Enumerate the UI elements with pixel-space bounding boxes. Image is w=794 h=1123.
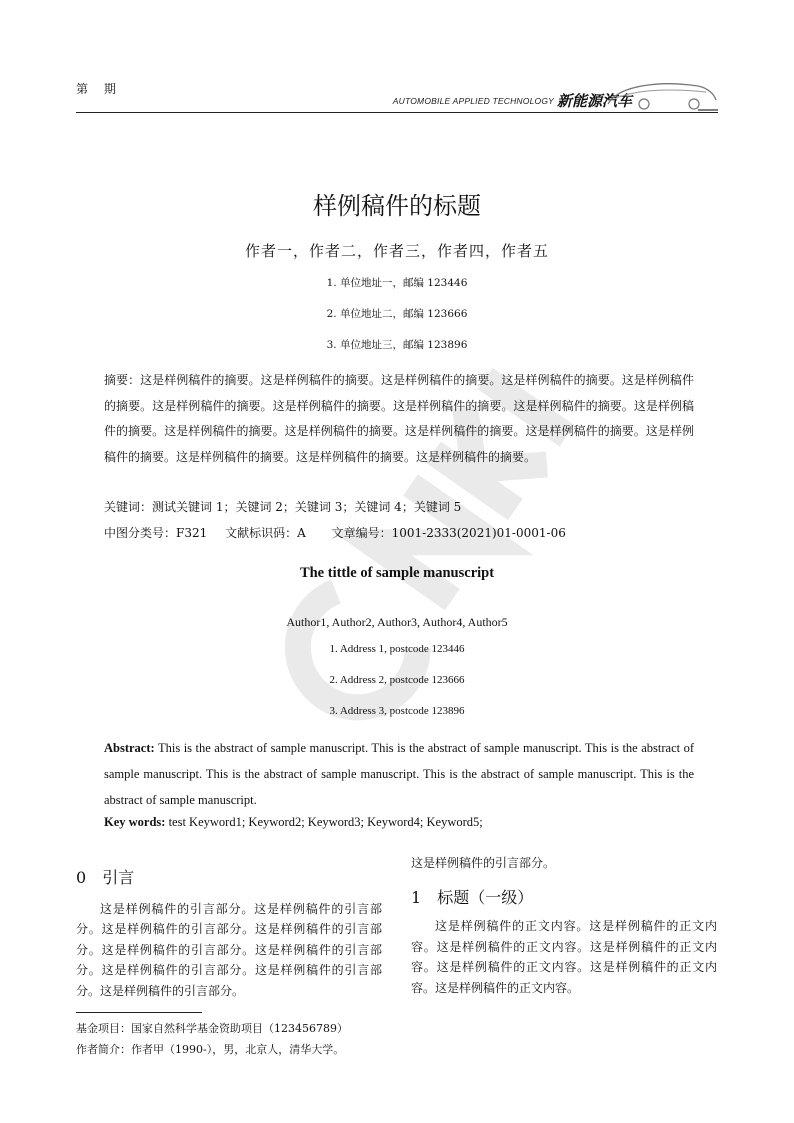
affiliation-2: 2. 单位地址二，邮编 123666: [326, 308, 468, 320]
affiliation-3: 3. 单位地址三，邮编 123896: [326, 339, 468, 351]
abstract-label: 摘要: [104, 373, 129, 387]
section-number: 0: [76, 868, 87, 887]
right-column: [411, 853, 717, 998]
english-affiliation-1: 1. Address 1, postcode 123446: [329, 643, 465, 655]
fund-text: 国家自然科学基金资助项目（123456789）: [131, 1022, 348, 1035]
bio-label: 作者简介：: [76, 1043, 131, 1056]
english-keywords-label: Key words:: [104, 815, 166, 829]
journal-chinese-name: 新能源汽车: [556, 92, 632, 110]
english-affiliation-3: 3. Address 3, postcode 123896: [329, 705, 465, 717]
affiliation-1: 1. 单位地址一，邮编 123446: [326, 277, 468, 289]
intro-continuation: 这是样例稿件的引言部分。: [411, 856, 556, 870]
car-outline-icon: [548, 76, 718, 112]
section-heading-1: [411, 888, 717, 909]
article-number-label: 文章编号：: [331, 526, 392, 540]
intro-paragraph: 这是样例稿件的引言部分。这是样例稿件的引言部分。这是样例稿件的引言部分。这是样例稿件的引言部分。这是样例稿件的引言部分。这是样例稿件的引言部分。这是样例稿件的引言部分。这是样例稿件的引言部分。这是样例稿件的引言部分。: [76, 901, 382, 998]
doc-code-value: A: [297, 526, 306, 540]
section-title: 引言: [102, 868, 135, 887]
abstract-text: 这是样例稿件的摘要。这是样例稿件的摘要。这是样例稿件的摘要。这是样例稿件的摘要。这是样例稿件的摘要。这是样例稿件的摘要。这是样例稿件的摘要。这是样例稿件的摘要。这是样例稿件的摘要。这是样例稿件的摘要。这是样例稿件的摘要。这是样例稿件的摘要。这是样例稿件的摘要。这是样例稿件的摘要。这是样例稿件的摘要。这是样例稿件的摘要。这是样例稿件的摘要。这是样例稿件的摘要。: [104, 373, 694, 464]
left-column: [76, 868, 382, 1001]
running-header: [76, 78, 718, 113]
issue-label: 第 期: [76, 82, 122, 96]
fund-label: 基金项目：: [76, 1022, 131, 1035]
clc-value: F321: [176, 526, 208, 540]
footnote-divider: [76, 1012, 202, 1013]
journal-english-name: AUTOMOBILE APPLIED TECHNOLOGY: [392, 96, 554, 106]
english-keywords-text: test Keyword1; Keyword2; Keyword3; Keyword4; Keyword5;: [168, 815, 483, 829]
doc-code-label: 文献标识码：: [225, 526, 298, 540]
author-list: 作者一，作者二，作者三，作者四，作者五: [244, 242, 549, 260]
section-heading-intro: [76, 868, 382, 889]
section-title: 标题（一级）: [437, 887, 534, 907]
abstract-en: [104, 735, 694, 813]
english-affiliation-2: 2. Address 2, postcode 123666: [329, 674, 465, 686]
bio-text: 作者甲（1990-），男，北京人，清华大学。: [131, 1043, 345, 1056]
footnote-bio: [76, 1041, 344, 1057]
section-number: 1: [411, 887, 422, 907]
keywords-label: 关键词：: [104, 500, 153, 514]
keywords-cn: [104, 498, 461, 515]
english-title: The tittle of sample manuscript: [299, 565, 495, 581]
keywords-en: [104, 815, 483, 830]
abstract-cn: 摘要：这是样例稿件的摘要。这是样例稿件的摘要。这是样例稿件的摘要。这是样例稿件的摘要。这是样例稿件的摘要。这是样例稿件的摘要。这是样例稿件的摘要。这是样例稿件的摘要。这是样例稿件的摘要。这是样例稿件的摘要。这是样例稿件的摘要。这是样例稿件的摘要。这是样例稿件的摘要。这是样例稿件的摘要。这是样例稿件的摘要。这是样例稿件的摘要。这是样例稿件的摘要。这是样例稿件的摘要。: [104, 373, 694, 464]
english-abstract-label: Abstract:: [104, 741, 155, 755]
clc-label: 中图分类号：: [104, 526, 177, 540]
body-paragraph: 这是样例稿件的正文内容。这是样例稿件的正文内容。这是样例稿件的正文内容。这是样例稿件的正文内容。这是样例稿件的正文内容。这是样例稿件的正文内容。这是样例稿件的正文内容。: [411, 919, 717, 995]
article-number-value: 1001-2333(2021)01-0001-06: [391, 526, 566, 540]
paper-title: 样例稿件的标题: [313, 192, 481, 220]
classification-line: [104, 524, 566, 541]
footnote-fund: [76, 1020, 348, 1036]
english-abstract-text: This is the abstract of sample manuscript. This is the abstract of sample manuscript. This is the abstract of sample manuscript. This is the abstract of sample manuscript. This is the abstract of sample manuscript. This is the abstract of sample manuscript.: [104, 741, 694, 807]
keywords-text: 测试关键词 1；关键词 2；关键词 3；关键词 4；关键词 5: [152, 500, 462, 514]
english-author-list: Author1, Author2, Author3, Author4, Author5: [286, 615, 508, 629]
